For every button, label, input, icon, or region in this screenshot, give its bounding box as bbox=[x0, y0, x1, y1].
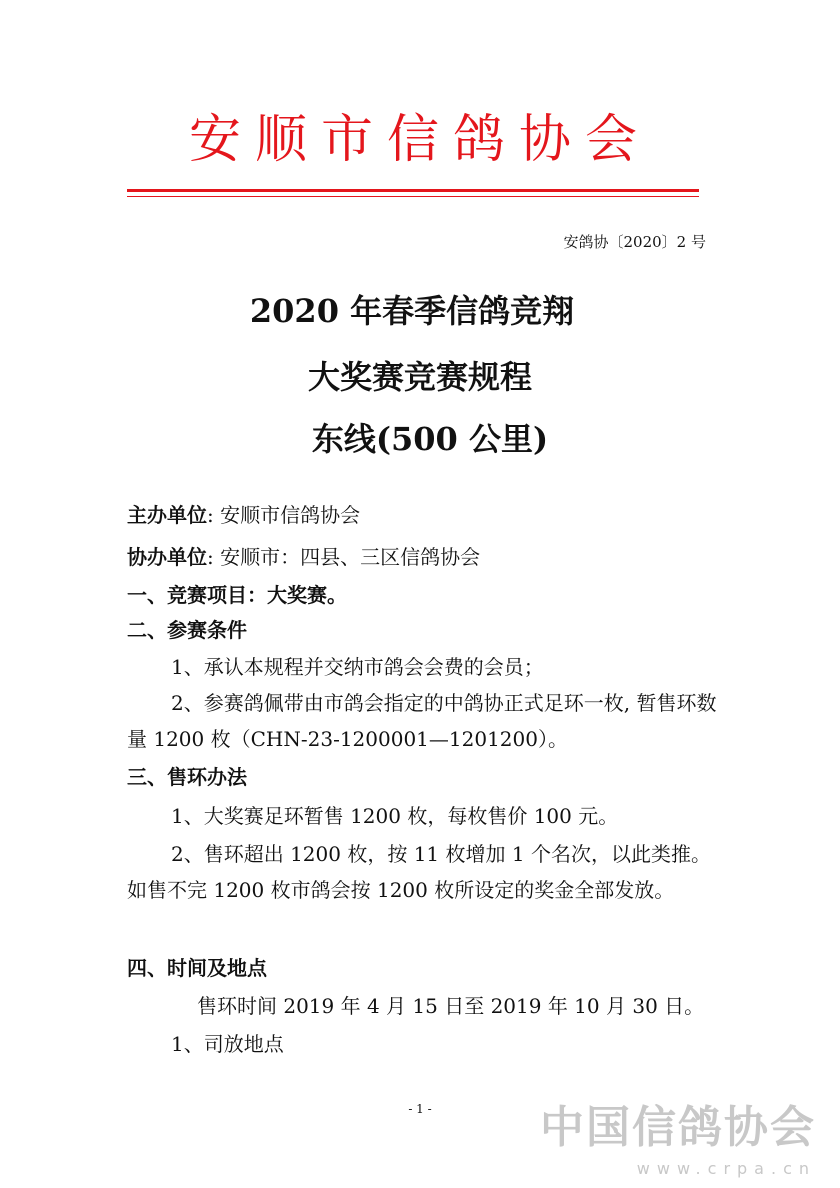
section-2-item-1: 1、承认本规程并交纳市鸽会会费的会员； bbox=[171, 655, 544, 679]
title-line-2: 大奖赛竞赛规程 bbox=[307, 358, 532, 396]
section-1-heading: 一、竞赛项目：大奖赛。 bbox=[127, 583, 347, 607]
cohost-unit bbox=[127, 542, 717, 572]
cohost-value: : 安顺市：四县、三区信鸽协会 bbox=[207, 545, 481, 569]
host-unit bbox=[127, 500, 717, 530]
section-3-item-1: 1、大奖赛足环暂售 1200 枚，每枚售价 100 元。 bbox=[171, 804, 619, 828]
title-line-1: 2020 年春季信鸽竞翔 bbox=[249, 292, 575, 330]
watermark bbox=[540, 1103, 816, 1178]
host-label: 主办单位 bbox=[127, 503, 207, 527]
watermark-name: 中国信鸽协会 bbox=[540, 1102, 816, 1153]
page-number: - 1 - bbox=[408, 1102, 432, 1116]
section-4-heading: 四、时间及地点 bbox=[127, 956, 267, 980]
section-2-item-2: 2、参赛鸽佩带由市鸽会指定的中鸽协正式足环一枚, 暂售环数量 1200 枚（CHN-23-1200001—1201200）。 bbox=[127, 691, 717, 751]
masthead-rule-thin bbox=[127, 196, 699, 197]
section-3-heading: 三、售环办法 bbox=[127, 765, 247, 789]
section-3-item-2: 2、售环超出 1200 枚，按 11 枚增加 1 个名次，以此类推。如售不完 1200 枚市鸽会按 1200 枚所设定的奖金全部发放。 bbox=[127, 842, 711, 902]
masthead-rule-thick bbox=[127, 189, 699, 192]
section-2-heading: 二、参赛条件 bbox=[127, 618, 247, 642]
title-line-3: 东线(500 公里) bbox=[311, 420, 549, 458]
section-4-text: 售环时间 2019 年 4 月 15 日至 2019 年 10 月 30 日。 bbox=[197, 994, 705, 1018]
masthead-org-name: 安顺市信鸽协会 bbox=[188, 110, 651, 170]
host-value: : 安顺市信鸽协会 bbox=[207, 503, 361, 527]
document-number: 安鸽协〔2020〕2 号 bbox=[563, 233, 706, 251]
watermark-url: www.crpa.cn bbox=[636, 1159, 816, 1178]
cohost-label: 协办单位 bbox=[127, 545, 207, 569]
section-4-item-1: 1、司放地点 bbox=[171, 1032, 284, 1056]
